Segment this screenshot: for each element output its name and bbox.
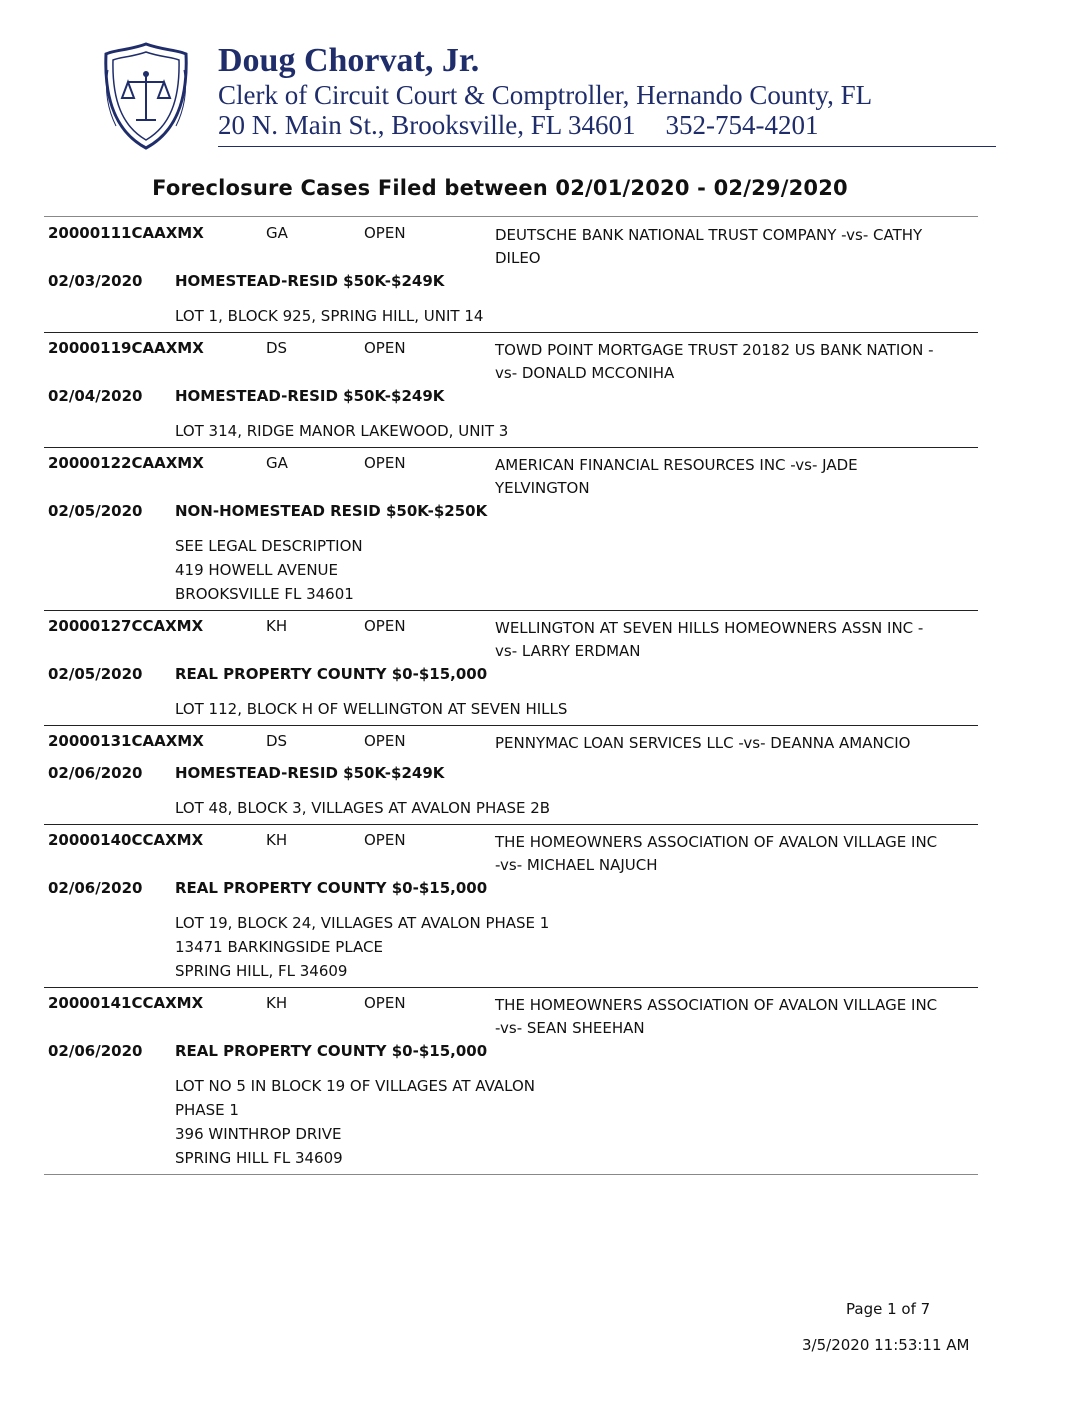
case-number: 20000140CCAXMX xyxy=(48,831,204,849)
case-legal-description xyxy=(44,796,978,820)
case-number: 20000122CAAXMX xyxy=(48,454,204,472)
letterhead-text xyxy=(218,42,872,140)
case-legal-description xyxy=(44,911,978,983)
case-parties-line: PENNYMAC LOAN SERVICES LLC -vs- DEANNA AMANCIO xyxy=(495,734,911,752)
case-filed-date: 02/03/2020 xyxy=(48,272,143,290)
case-legal-description xyxy=(44,534,978,606)
case-detail-row xyxy=(44,665,978,697)
clerk-title: Clerk of Circuit Court & Comptroller, Hernando County, FL xyxy=(218,80,873,110)
case-parties-line: THE HOMEOWNERS ASSOCIATION OF AVALON VILLAGE INC xyxy=(495,996,938,1014)
case-filed-date: 02/05/2020 xyxy=(48,665,143,683)
case-entry xyxy=(44,988,978,1175)
case-judge: DS xyxy=(266,339,288,357)
legal-line: LOT 112, BLOCK H OF WELLINGTON AT SEVEN HILLS xyxy=(175,700,568,718)
legal-line: LOT 1, BLOCK 925, SPRING HILL, UNIT 14 xyxy=(175,307,484,325)
case-status: OPEN xyxy=(364,617,406,635)
case-header-row xyxy=(44,732,978,764)
legal-line: 396 WINTHROP DRIVE xyxy=(175,1125,342,1143)
case-filed-date: 02/06/2020 xyxy=(48,1042,143,1060)
case-judge: GA xyxy=(266,454,288,472)
case-legal-description xyxy=(44,304,978,328)
case-type: NON-HOMESTEAD RESID $50K-$250K xyxy=(175,502,488,520)
case-parties xyxy=(495,732,977,755)
case-header-row xyxy=(44,617,978,665)
case-entry xyxy=(44,726,978,825)
case-header-row xyxy=(44,339,978,387)
case-status: OPEN xyxy=(364,732,406,750)
case-entry xyxy=(44,218,978,333)
case-type: REAL PROPERTY COUNTY $0-$15,000 xyxy=(175,665,488,683)
report-title: Foreclosure Cases Filed between 02/01/2020 - 02/29/2020 xyxy=(152,176,848,200)
case-status: OPEN xyxy=(364,994,406,1012)
legal-line: BROOKSVILLE FL 34601 xyxy=(175,585,354,603)
legal-line: 13471 BARKINGSIDE PLACE xyxy=(175,938,384,956)
case-detail-row xyxy=(44,764,978,796)
case-entry xyxy=(44,611,978,726)
case-filed-date: 02/06/2020 xyxy=(48,879,143,897)
letterhead xyxy=(100,36,900,154)
case-number: 20000141CCAXMX xyxy=(48,994,204,1012)
case-type: REAL PROPERTY COUNTY $0-$15,000 xyxy=(175,879,488,897)
case-parties-line: AMERICAN FINANCIAL RESOURCES INC -vs- JADE xyxy=(495,456,858,474)
legal-line: LOT 19, BLOCK 24, VILLAGES AT AVALON PHASE 1 xyxy=(175,914,550,932)
legal-line: LOT NO 5 IN BLOCK 19 OF VILLAGES AT AVALON xyxy=(175,1077,536,1095)
case-filed-date: 02/05/2020 xyxy=(48,502,143,520)
legal-line: SEE LEGAL DESCRIPTION xyxy=(175,537,363,555)
case-parties-line: DILEO xyxy=(495,249,541,267)
case-type: REAL PROPERTY COUNTY $0-$15,000 xyxy=(175,1042,488,1060)
clerk-name: Doug Chorvat, Jr. xyxy=(218,42,480,79)
case-parties-line: THE HOMEOWNERS ASSOCIATION OF AVALON VILLAGE INC xyxy=(495,833,938,851)
page-number: Page 1 of 7 xyxy=(846,1300,931,1318)
case-parties-line: TOWD POINT MORTGAGE TRUST 20182 US BANK NATION - xyxy=(495,341,934,359)
case-legal-description xyxy=(44,697,978,721)
case-parties xyxy=(495,454,977,500)
case-detail-row xyxy=(44,502,978,534)
case-legal-description xyxy=(44,1074,978,1170)
case-parties xyxy=(495,224,977,270)
case-detail-row xyxy=(44,272,978,304)
case-parties xyxy=(495,994,977,1040)
case-parties xyxy=(495,831,977,877)
case-number: 20000111CAAXMX xyxy=(48,224,204,242)
case-judge: GA xyxy=(266,224,288,242)
case-header-row xyxy=(44,994,978,1042)
case-parties-line: vs- DONALD MCCONIHA xyxy=(495,364,675,382)
clerk-seal-icon xyxy=(100,40,192,152)
case-status: OPEN xyxy=(364,224,406,242)
legal-line: LOT 48, BLOCK 3, VILLAGES AT AVALON PHASE 2B xyxy=(175,799,551,817)
case-detail-row xyxy=(44,387,978,419)
case-header-row xyxy=(44,224,978,272)
case-filed-date: 02/04/2020 xyxy=(48,387,143,405)
case-parties-line: DEUTSCHE BANK NATIONAL TRUST COMPANY -vs- CATHY xyxy=(495,226,923,244)
legal-line: 419 HOWELL AVENUE xyxy=(175,561,338,579)
case-parties xyxy=(495,617,977,663)
case-judge: KH xyxy=(266,831,288,849)
case-parties-line: vs- LARRY ERDMAN xyxy=(495,642,641,660)
legal-line: PHASE 1 xyxy=(175,1101,239,1119)
case-type: HOMESTEAD-RESID $50K-$249K xyxy=(175,387,445,405)
case-number: 20000131CAAXMX xyxy=(48,732,204,750)
case-judge: KH xyxy=(266,994,288,1012)
case-entry xyxy=(44,825,978,988)
case-judge: KH xyxy=(266,617,288,635)
cases-list xyxy=(44,218,978,1175)
case-entry xyxy=(44,333,978,448)
print-timestamp: 3/5/2020 11:53:11 AM xyxy=(802,1336,970,1354)
letterhead-rule xyxy=(218,146,996,147)
case-number: 20000119CAAXMX xyxy=(48,339,204,357)
case-entry xyxy=(44,448,978,611)
case-parties-line: WELLINGTON AT SEVEN HILLS HOMEOWNERS ASSN INC - xyxy=(495,619,924,637)
case-detail-row xyxy=(44,879,978,911)
case-parties-line: YELVINGTON xyxy=(495,479,590,497)
title-divider xyxy=(44,216,978,217)
case-type: HOMESTEAD-RESID $50K-$249K xyxy=(175,764,445,782)
case-detail-row xyxy=(44,1042,978,1074)
case-parties-line: -vs- MICHAEL NAJUCH xyxy=(495,856,658,874)
clerk-contact xyxy=(218,110,872,140)
case-type: HOMESTEAD-RESID $50K-$249K xyxy=(175,272,445,290)
case-header-row xyxy=(44,831,978,879)
legal-line: LOT 314, RIDGE MANOR LAKEWOOD, UNIT 3 xyxy=(175,422,509,440)
case-parties-line: -vs- SEAN SHEEHAN xyxy=(495,1019,645,1037)
case-judge: DS xyxy=(266,732,288,750)
case-number: 20000127CCAXMX xyxy=(48,617,204,635)
case-filed-date: 02/06/2020 xyxy=(48,764,143,782)
case-status: OPEN xyxy=(364,454,406,472)
legal-line: SPRING HILL, FL 34609 xyxy=(175,962,348,980)
case-header-row xyxy=(44,454,978,502)
case-legal-description xyxy=(44,419,978,443)
clerk-address: 20 N. Main St., Brooksville, FL 34601 xyxy=(218,110,636,140)
clerk-phone: 352-754-4201 xyxy=(665,110,819,140)
case-status: OPEN xyxy=(364,339,406,357)
case-parties xyxy=(495,339,977,385)
case-status: OPEN xyxy=(364,831,406,849)
legal-line: SPRING HILL FL 34609 xyxy=(175,1149,343,1167)
